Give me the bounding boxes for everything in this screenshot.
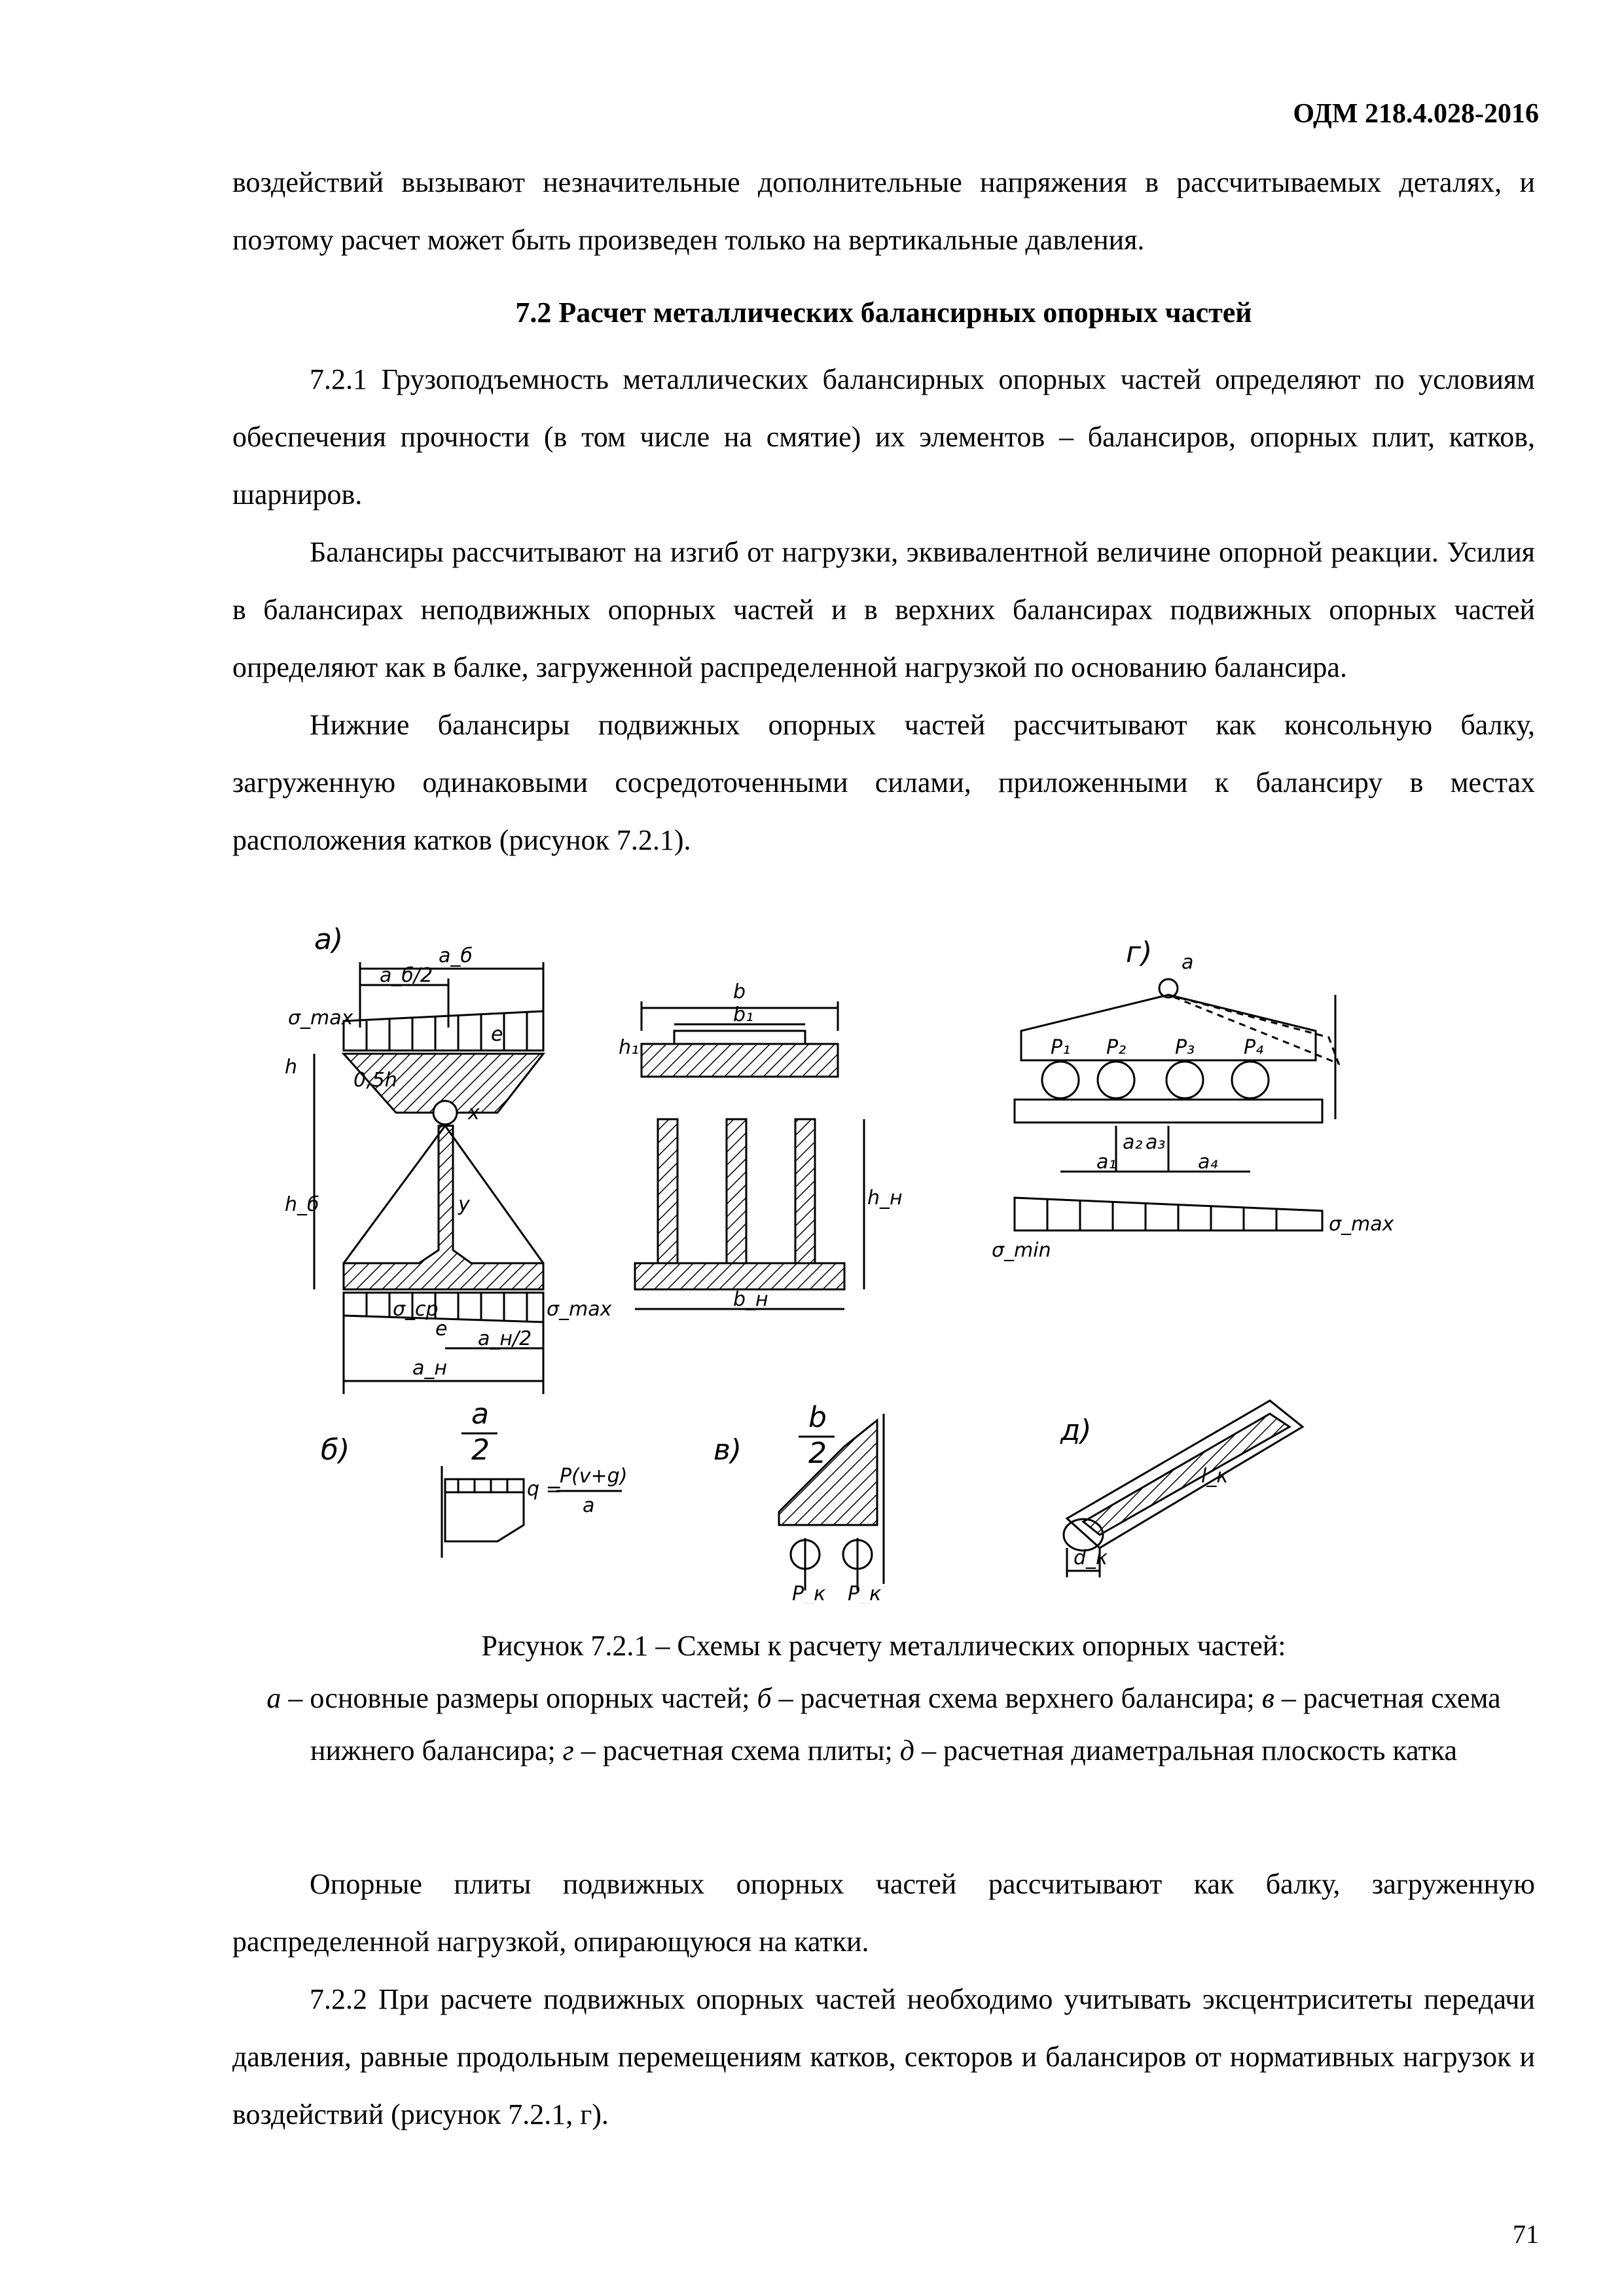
document-code-header: ОДМ 218.4.028-2016 — [1293, 99, 1539, 129]
panel-g-label: г) — [1126, 936, 1153, 969]
panel-g-drawing — [992, 936, 1394, 1262]
panel-d-label: д) — [1060, 1414, 1092, 1447]
label-b-frac-top: a — [471, 1397, 489, 1431]
paragraph-lower-balancers: Нижние балансиры подвижных опорных частей рассчитывают как консольную балку, загруженную одинаковыми сосредоточенными силами, приложенными к балансиру в местах расположения катков (рисунок 7.2.1). — [232, 709, 1535, 856]
label-a-n: a_н — [412, 1357, 447, 1380]
panel-a-section-drawing — [619, 980, 903, 1311]
label-e-top: e — [491, 1023, 503, 1046]
label-sigma-max-bottom: σ_max — [547, 1298, 612, 1321]
panel-a-drawing — [285, 923, 612, 1394]
label-p-k1: P_к — [792, 1583, 826, 1604]
label-g-sigma-min: σ_min — [992, 1239, 1051, 1262]
paragraph-support-plates: Опорные плиты подвижных опорных частей рассчитывают как балку, загруженную распределенной нагрузкой, опирающуюся на катки. — [232, 1868, 1535, 1958]
label-q-formula-bottom: a — [583, 1494, 595, 1517]
caption-text-g: – расчетная схема плиты; — [573, 1734, 900, 1767]
label-v-frac-top: b — [808, 1401, 827, 1434]
panel-v-drawing — [713, 1401, 884, 1604]
label-v-frac-bottom: 2 — [808, 1437, 827, 1470]
caption-text-a: – основные размеры опорных частей; — [281, 1682, 757, 1714]
continuation-paragraph: воздействий вызывают незначительные дополнительные напряжения в рассчитываемых деталях, и поэтому расчет может быть произведен только на вертикальные давления. — [232, 166, 1535, 256]
label-h1: h₁ — [619, 1036, 640, 1059]
label-sigma-max-top: σ_max — [288, 1007, 353, 1030]
caption-letter-a: а — [266, 1682, 281, 1714]
panel-b-label: б) — [321, 1433, 350, 1467]
page-number: 71 — [1513, 2219, 1539, 2249]
label-g-p4: P₄ — [1244, 1036, 1264, 1059]
label-p-k2: P_к — [848, 1583, 882, 1604]
paragraph-balancers: Балансиры рассчитывают на изгиб от нагрузки, эквивалентной величине опорной реакции. Усилия в балансирах неподвижных опорных частей и в верхних балансирах подвижных опорных частей определяют как в балке, загруженной распределенной нагрузкой по основанию балансира. — [232, 536, 1535, 683]
label-b-n: b_н — [733, 1288, 768, 1311]
label-q-formula-top: P(v+g) — [560, 1465, 628, 1488]
label-x: x — [468, 1102, 480, 1124]
label-g-a: a — [1182, 951, 1194, 974]
caption-letter-v: в — [1261, 1682, 1274, 1714]
caption-text-b: – расчетная схема верхнего балансира; — [771, 1682, 1262, 1714]
caption-legend — [232, 1672, 1535, 1777]
label-g-a4: a₄ — [1198, 1151, 1218, 1174]
panel-v-label: в) — [713, 1433, 742, 1467]
label-d-dk: d_к — [1074, 1547, 1108, 1570]
label-g-p3: P₃ — [1175, 1036, 1195, 1059]
label-h-n: h_н — [867, 1187, 903, 1210]
label-a-b-half: a_б/2 — [380, 964, 433, 987]
label-g-a3: a₃ — [1146, 1131, 1166, 1154]
caption-text-d: – расчетная диаметральная плоскость катка — [914, 1734, 1458, 1767]
paragraph-7-2-1: 7.2.1 Грузоподъемность металлических балансирных опорных частей определяют по условиям обеспечения прочности (в том числе на смятие) их элементов – балансиров, опорных плит, катков, шарниров. — [232, 363, 1535, 511]
caption-title: Рисунок 7.2.1 – Схемы к расчету металлических опорных частей: — [481, 1630, 1286, 1662]
label-a-n-half: a_н/2 — [478, 1327, 532, 1350]
body-text-after-figure — [232, 1856, 1535, 2144]
label-g-a1: a₁ — [1096, 1151, 1117, 1174]
label-d-lk: l_к — [1201, 1465, 1229, 1488]
label-e-bottom: e — [435, 1318, 448, 1340]
label-b1: b₁ — [733, 1003, 754, 1026]
label-g-p1: P₁ — [1051, 1036, 1071, 1059]
caption-letter-b: б — [757, 1682, 772, 1714]
caption-text-v: – расчетная схема нижнего балансира; — [310, 1682, 1501, 1767]
figure-caption — [232, 1620, 1535, 1777]
panel-a-label: а) — [314, 923, 344, 956]
body-text-block — [232, 351, 1535, 869]
continuation-block — [232, 154, 1535, 269]
panel-b-drawing — [321, 1397, 627, 1558]
label-q-formula-left: q = — [527, 1478, 562, 1501]
label-g-a2: a₂ — [1123, 1131, 1143, 1154]
figure-7-2-1 — [281, 923, 1394, 1604]
section-heading: 7.2 Расчет металлических балансирных опорных частей — [515, 296, 1252, 329]
label-sigma-zero: σ_ср — [393, 1298, 439, 1321]
label-a-b: a_б — [439, 944, 473, 967]
label-g-p2: P₂ — [1106, 1036, 1127, 1059]
label-g-sigma-max: σ_max — [1329, 1213, 1394, 1236]
label-b-top: b — [733, 980, 746, 1003]
label-b-frac-bottom: 2 — [471, 1433, 490, 1467]
paragraph-7-2-2: 7.2.2 При расчете подвижных опорных частей необходимо учитывать эксцентриситеты передачи давления, равные продольным перемещениям катков, секторов и балансиров от нормативных нагрузок и воздействий (рисунок 7.2.1, г). — [232, 1983, 1535, 2130]
label-h: h — [285, 1056, 298, 1079]
label-h-b: h_б — [285, 1193, 319, 1216]
bearing-schemes-drawing — [281, 923, 1394, 1604]
label-y: y — [458, 1193, 470, 1216]
label-0-5h: 0,5h — [353, 1069, 397, 1092]
caption-letter-d: д — [899, 1734, 915, 1767]
caption-letter-g: г — [562, 1734, 574, 1767]
panel-d-drawing — [1060, 1401, 1303, 1577]
